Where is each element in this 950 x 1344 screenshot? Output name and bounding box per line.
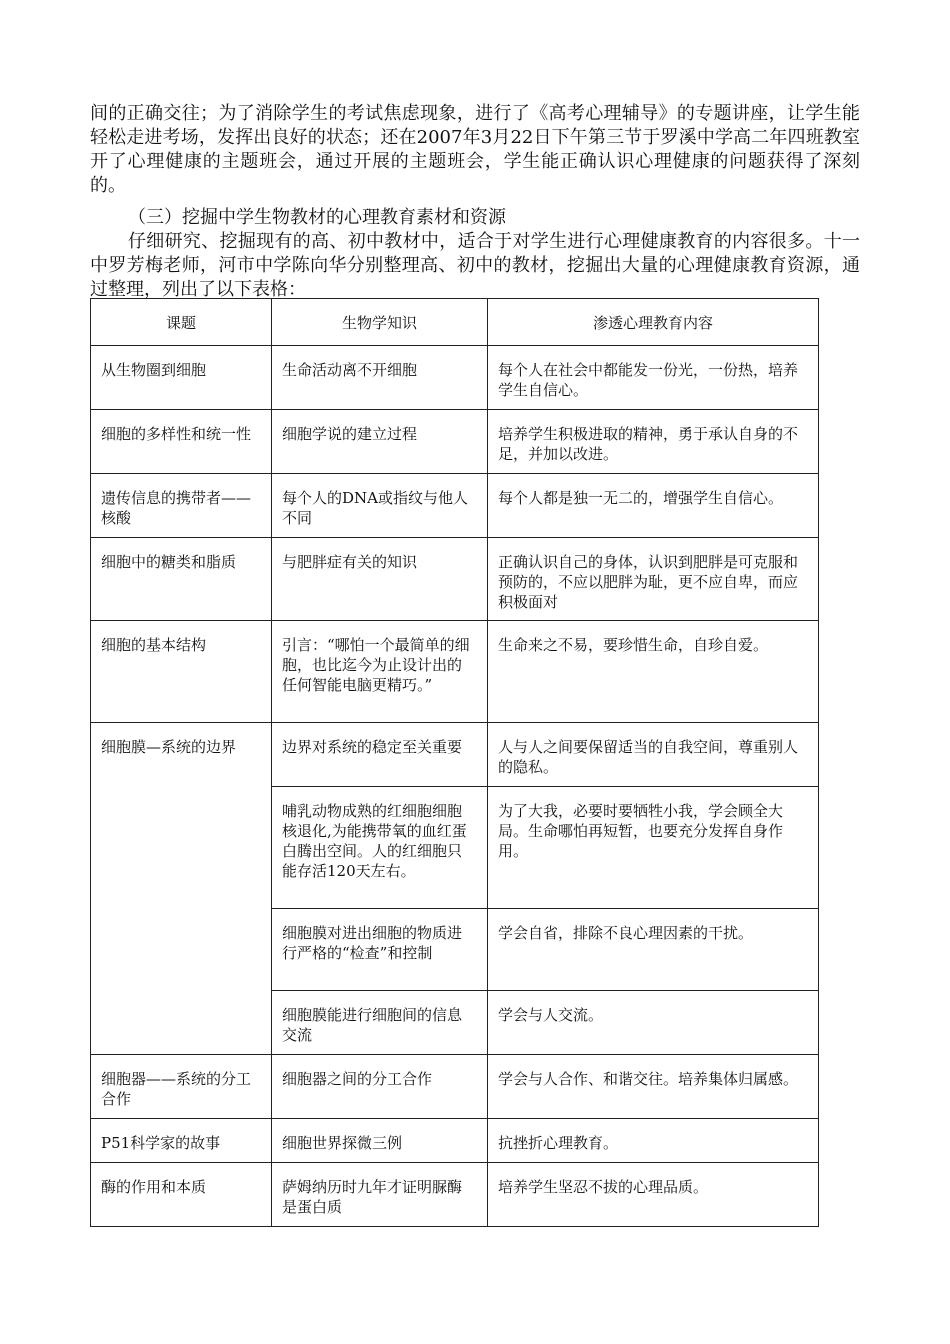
cell-knowledge: 细胞器之间的分工合作	[272, 1055, 488, 1119]
cell-topic: 细胞膜—系统的边界	[91, 723, 272, 1055]
cell-content: 每个人都是独一无二的，增强学生自信心。	[488, 474, 819, 538]
table-row	[91, 346, 819, 410]
cell-knowledge: 与肥胖症有关的知识	[272, 538, 488, 621]
cell-knowledge: 引言：“哪怕一个最简单的细胞，也比迄今为止设计出的任何智能电脑更精巧。”	[272, 621, 488, 723]
cell-knowledge: 边界对系统的稳定至关重要	[272, 723, 488, 787]
cell-content: 培养学生坚忍不拔的心理品质。	[488, 1163, 819, 1227]
cell-knowledge: 萨姆纳历时九年才证明脲酶是蛋白质	[272, 1163, 488, 1227]
cell-content: 学会自省，排除不良心理因素的干扰。	[488, 909, 819, 991]
psychology-resource-table	[90, 298, 819, 1227]
header-topic: 课题	[91, 299, 272, 346]
cell-content: 为了大我，必要时要牺牲小我，学会顾全大局。生命哪怕再短暂，也要充分发挥自身作用。	[488, 787, 819, 909]
table-row	[91, 474, 819, 538]
table-header-row	[91, 299, 819, 346]
paragraph-resources: 仔细研究、挖掘现有的高、初中教材中，适合于对学生进行心理健康教育的内容很多。十一中罗芳梅老师，河市中学陈向华分别整理高、初中的教材，挖掘出大量的心理健康教育资源，通过整理，列出了以下表格：	[90, 231, 860, 300]
header-psychology-content: 渗透心理教育内容	[488, 299, 819, 346]
cell-content: 学会与人交流。	[488, 991, 819, 1055]
section-heading: （三）挖掘中学生物教材的心理教育素材和资源	[128, 207, 506, 228]
cell-content: 每个人在社会中都能发一份光，一份热，培养学生自信心。	[488, 346, 819, 410]
cell-topic: 细胞的基本结构	[91, 621, 272, 723]
cell-knowledge: 细胞膜对进出细胞的物质进行严格的“检查”和控制	[272, 909, 488, 991]
table-row	[91, 538, 819, 621]
table-row	[91, 410, 819, 474]
cell-topic: 酶的作用和本质	[91, 1163, 272, 1227]
cell-content: 学会与人合作、和谐交往。培养集体归属感。	[488, 1055, 819, 1119]
cell-topic: P51科学家的故事	[91, 1119, 272, 1163]
table-row	[91, 1055, 819, 1119]
header-biology-knowledge: 生物学知识	[272, 299, 488, 346]
cell-knowledge: 细胞世界探微三例	[272, 1119, 488, 1163]
cell-content: 培养学生积极进取的精神，勇于承认自身的不足，并加以改进。	[488, 410, 819, 474]
cell-content: 正确认识自己的身体，认识到肥胖是可克服和预防的，不应以肥胖为耻，更不应自卑，而应积极面对	[488, 538, 819, 621]
table-row	[91, 723, 819, 787]
cell-knowledge: 生命活动离不开细胞	[272, 346, 488, 410]
paragraph-intro: 间的正确交往；为了消除学生的考试焦虑现象，进行了《高考心理辅导》的专题讲座，让学生能轻松走进考场，发挥出良好的状态；还在2007年3月22日下午第三节于罗溪中学高二年四班教室开了心理健康的主题班会，通过开展的主题班会，学生能正确认识心理健康的问题获得了深刻的。	[90, 103, 860, 196]
cell-topic: 细胞器——系统的分工合作	[91, 1055, 272, 1119]
table-row	[91, 621, 819, 723]
cell-topic: 细胞的多样性和统一性	[91, 410, 272, 474]
cell-topic: 细胞中的糖类和脂质	[91, 538, 272, 621]
cell-content: 人与人之间要保留适当的自我空间，尊重别人的隐私。	[488, 723, 819, 787]
cell-knowledge: 哺乳动物成熟的红细胞细胞核退化,为能携带氧的血红蛋白腾出空间。人的红细胞只能存活120天左右。	[272, 787, 488, 909]
cell-knowledge: 细胞学说的建立过程	[272, 410, 488, 474]
table-row	[91, 1119, 819, 1163]
cell-knowledge: 每个人的DNA或指纹与他人不同	[272, 474, 488, 538]
table-row	[91, 1163, 819, 1227]
cell-topic: 从生物圈到细胞	[91, 346, 272, 410]
cell-knowledge: 细胞膜能进行细胞间的信息交流	[272, 991, 488, 1055]
cell-content: 生命来之不易，要珍惜生命，自珍自爱。	[488, 621, 819, 723]
cell-content: 抗挫折心理教育。	[488, 1119, 819, 1163]
cell-topic: 遗传信息的携带者——核酸	[91, 474, 272, 538]
